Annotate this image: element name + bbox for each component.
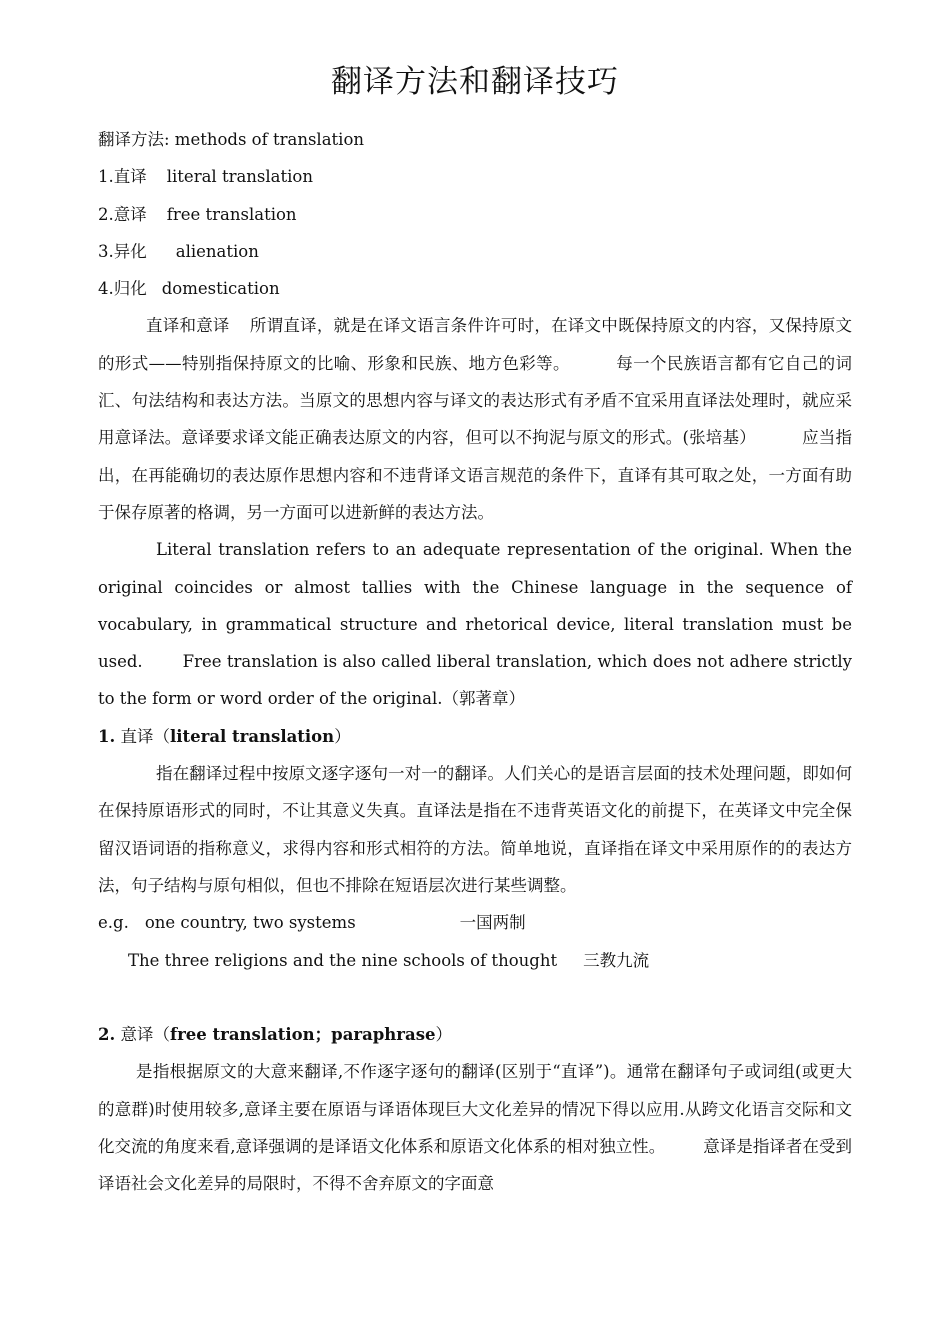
paragraph-literal-free-zh: 直译和意译 所谓直译，就是在译文语言条件许可时，在译文中既保持原文的内容，又保持原文的形式——特别指保持原文的比喻、形象和民族、地方色彩等。 每一个民族语言都有它自己的词汇、句法结构和表达方法。当原文的思想内容与译文的表达形式有矛盾不宜采用直译法处理时，就应采用意译法。意译要求译文能正确表达原文的内容，但可以不拘泥与原文的形式。(张培基） 应当指出，在再能确切的表达原作思想内容和不违背译文语言规范的条件下，直译有其可取之处，一方面有助于保存原著的格调，另一方面可以进新鲜的表达方法。 — [98, 316, 853, 522]
section-1-heading: 1. 直译（literal translation） — [98, 726, 351, 746]
method-item-2: 2.意译 free translation — [98, 204, 297, 224]
section-2-heading: 2. 意译（free translation；paraphrase） — [98, 1025, 452, 1045]
paragraph-literal-free-en: Literal translation refers to an adequate representation of the original. When the original coincides or almost tallies with the Chinese language in the sequence of vocabulary, in grammatical structure and rhetorical device, literal translation must be used. Free translation is also called liberal translation, which does not adhere strictly to the form or word order of the original.（郭著章） — [98, 540, 852, 709]
section-1-body: 指在翻译过程中按原文逐字逐句一对一的翻译。人们关心的是语言层面的技术处理问题，即如何在保持原语形式的同时，不让其意义失真。直译法是指在不违背英语文化的前提下，在英译文中完全保留汉语词语的指称意义，求得内容和形式相符的方法。简单地说，直译指在译文中采用原作的的表达方法，句子结构与原句相似，但也不排除在短语层次进行某些调整。 — [98, 764, 852, 895]
methods-heading: 翻译方法: methods of translation — [98, 130, 364, 149]
method-item-1: 1.直译 literal translation — [98, 167, 313, 187]
method-item-3: 3.异化 alienation — [98, 241, 259, 261]
example-1: e.g. one country, two systems 一国两制 — [98, 913, 526, 933]
method-item-4: 4.归化 domestication — [98, 279, 280, 299]
section-2-body: 是指根据原文的大意来翻译,不作逐字逐句的翻译(区别于“直译”)。通常在翻译句子或词组(或更大的意群)时使用较多,意译主要在原语与译语体现巨大文化差异的情况下得以应用.从跨文化语言交际和文化交流的角度来看,意译强调的是译语文化体系和原语文化体系的相对独立性。 意译是指译者在受到译语社会文化差异的局限时，不得不舍弃原文的字面意 — [98, 1062, 853, 1194]
example-2: The three religions and the nine schools of thought 三教九流 — [128, 950, 650, 970]
document-title: 翻译方法和翻译技巧 — [331, 64, 619, 100]
document-body — [98, 121, 852, 1203]
blank-line — [98, 979, 852, 1016]
